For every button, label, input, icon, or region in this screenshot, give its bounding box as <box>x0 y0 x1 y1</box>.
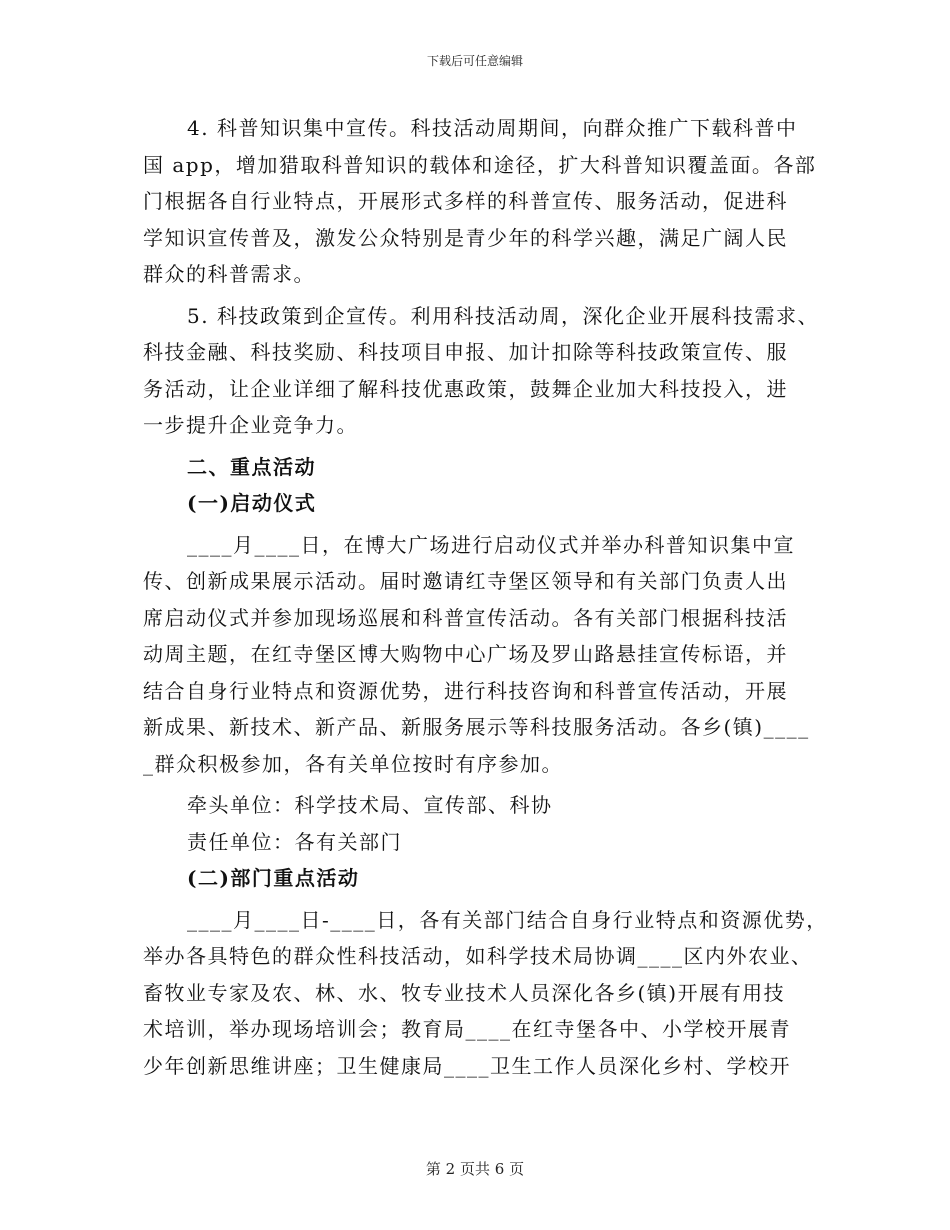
paragraph-4 <box>143 110 815 293</box>
subsection-heading-departments: (二)部门重点活动 <box>187 866 360 890</box>
subsection-heading-launch: (一)启动仪式 <box>187 491 317 515</box>
lead-unit: 牵头单位：科学技术局、宣传部、科协 <box>187 793 553 817</box>
text-line: 国 app，增加猎取科普知识的载体和途径，扩大科普知识覆盖面。各部 <box>143 152 817 177</box>
text-line: 席启动仪式并参加现场巡展和科普宣传活动。各有关部门根据科技活 <box>143 605 788 630</box>
text-line: 少年创新思维讲座；卫生健康局____卫生工作人员深化乡村、学校开 <box>143 1053 791 1078</box>
text-line: ____月____日-____日，各有关部门结合自身行业特点和资源优势， <box>187 907 828 932</box>
responsible-unit: 责任单位：各有关部门 <box>187 829 402 854</box>
text-line: 门根据各自行业特点，开展形式多样的科普宣传、服务活动，促进科 <box>143 189 788 213</box>
text-line: 务活动，让企业详细了解科技优惠政策，鼓舞企业加大科技投入，进 <box>143 376 788 401</box>
text-line: 科技金融、科技奖励、科技项目申报、加计扣除等科技政策宣传、服 <box>143 340 788 364</box>
text-line: ____月____日，在博大广场进行启动仪式并举办科普知识集中宣 <box>187 532 795 557</box>
text-line: 学知识宣传普及，激发公众特别是青少年的科学兴趣，满足广阔人民 <box>143 225 788 250</box>
document-body <box>143 110 828 1084</box>
text-line: 畜牧业专家及农、林、水、牧专业技术人员深化各乡(镇)开展有用技 <box>143 980 786 1005</box>
text-line: _群众积极参加，各有关单位按时有序参加。 <box>143 751 563 776</box>
text-line: 结合自身行业特点和资源优势，进行科技咨询和科普宣传活动，开展 <box>143 678 788 703</box>
page-header: 下载后可任意编辑 <box>426 54 523 68</box>
text-line: 举办各具特色的群众性科技活动，如科学技术局协调____区内外农业、 <box>143 944 813 968</box>
text-line: 传、创新成果展示活动。届时邀请红寺堡区领导和有关部门负责人出 <box>143 569 788 593</box>
text-line: 术培训，举办现场培训会；教育局____在红寺堡各中、小学校开展青 <box>143 1017 791 1041</box>
page-footer: 第 2 页共 6 页 <box>425 1160 525 1178</box>
text-line: 一步提升企业竞争力。 <box>143 413 358 437</box>
text-line: 4. 科普知识集中宣传。科技活动周期间，向群众推广下载科普中 <box>187 116 798 140</box>
text-line: 5. 科技政策到企宣传。利用科技活动周，深化企业开展科技需求、 <box>187 303 819 328</box>
paragraph-launch <box>143 527 815 783</box>
text-line: 群众的科普需求。 <box>143 262 315 286</box>
section-heading: 二、重点活动 <box>187 454 316 479</box>
text-line: 动周主题，在红寺堡区博大购物中心广场及罗山路悬挂宣传标语，并 <box>143 642 788 666</box>
text-line: 新成果、新技术、新产品、新服务展示等科技服务活动。各乡(镇)____ <box>143 715 810 739</box>
paragraph-departments <box>143 902 828 1085</box>
paragraph-5 <box>143 298 819 444</box>
